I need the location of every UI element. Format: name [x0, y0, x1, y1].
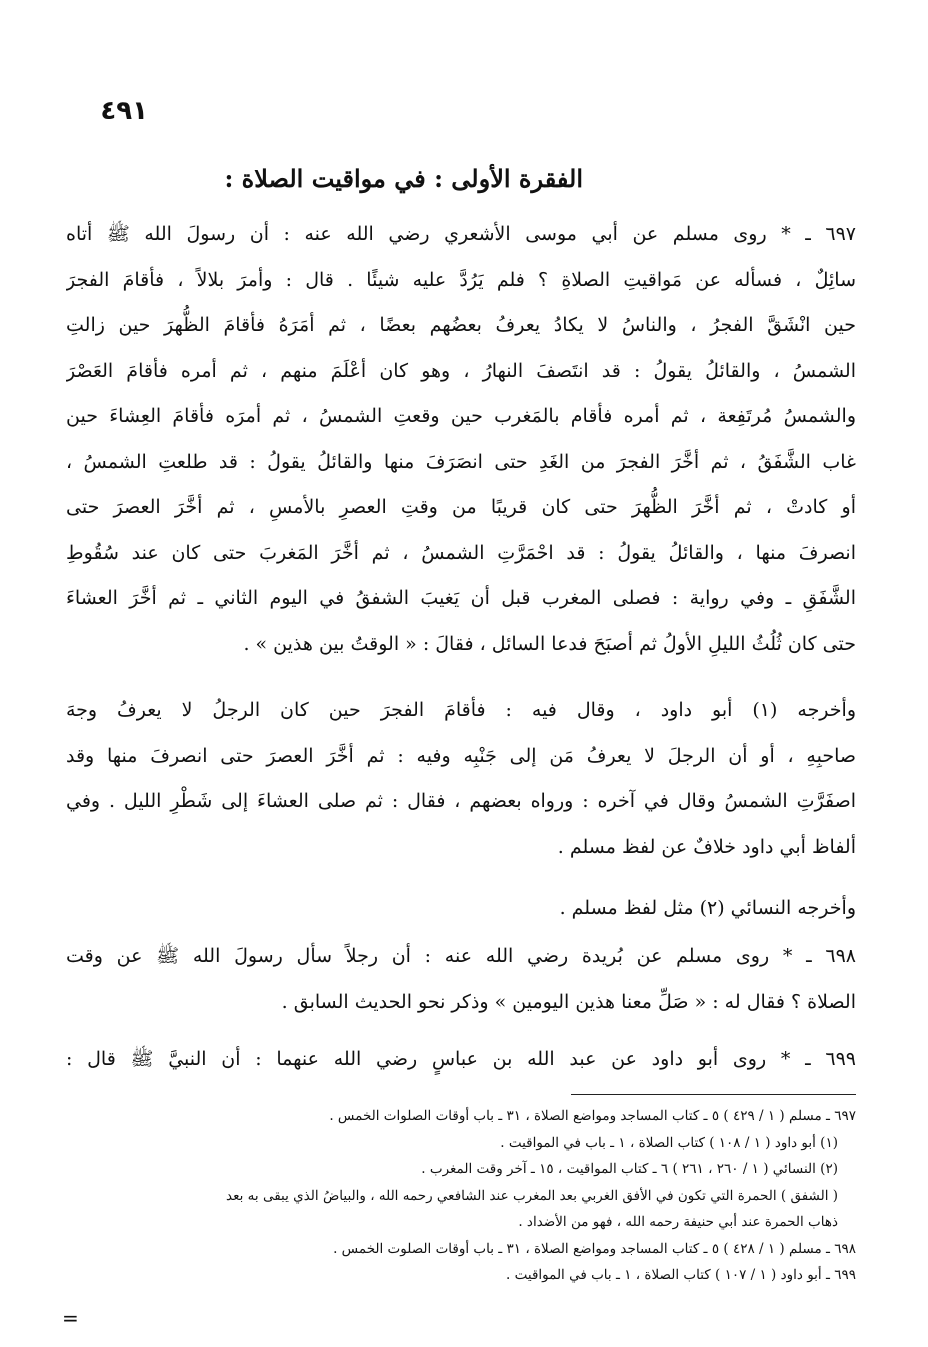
footnote-line: ذهاب الحمرة عند أبي حنيفة رحمه الله ، فهو من الأضداد .	[518, 1214, 838, 1230]
abu-dawud-paragraph	[66, 688, 856, 870]
hadith-697-line: حين انْشَقَّ الفجرُ ، والناسُ لا يكادُ يعرفُ بعضُهم بعضًا ، ثم أمَرَهُ فأقامَ الظُّهرَ حين زالتِ	[66, 314, 856, 336]
hadith-697-line: والشمسُ مُرتَفِعة ، ثم أمره فأقام بالمَغرب حين وقعتِ الشمسُ ، ثم أمرَه فأقامَ العِشاءَ حين	[66, 405, 856, 427]
section-heading: الفقرة الأولى : في مواقيت الصلاة :	[224, 164, 583, 193]
footnote-line: (١) أبو داود ( ١ / ١٠٨ ) كتاب الصلاة ، ١ ـ باب في المواقيت .	[500, 1134, 838, 1151]
footnote-line: (٢) النسائي ( ١ / ٢٦٠ ، ٢٦١ ) ٦ ـ كتاب المواقيت ، ١٥ ـ آخر وقت المغرب .	[421, 1161, 838, 1177]
footnote-line: ٦٩٨ ـ مسلم ( ١ / ٤٢٨ ) ٥ ـ كتاب المساجد ومواضع الصلاة ، ٣١ ـ باب أوقات الصلوت الخمس .	[333, 1240, 856, 1257]
hadith-697-line: الشمسُ ، والقائلُ يقولُ : قد انتَصفَ النهارُ ، وهو كان أعْلَمَ منهم ، ثم أمره فأقامَ العَصْرَ	[66, 359, 856, 382]
hadith-697-line: سائِلٌ ، فسأله عن مَواقيتِ الصلاةِ ؟ فلم يَرُدَّ عليه شيئًا . قال : وأمرَ بلالاً ، فأقامَ الفجرَ	[66, 268, 856, 291]
abu-dawud-line: ألفاظ أبي داود خلافٌ عن لفظ مسلم .	[557, 835, 856, 858]
abu-dawud-line: اصفَرَّتِ الشمسُ وقال في آخره : ورواه بعضهم ، فقال : ثم صلى العشاءَ إلى شَطْرِ الليل . وفي	[66, 790, 856, 812]
nasai-line: وأخرجه النسائي (٢) مثل لفظ مسلم .	[559, 897, 856, 919]
footnotes	[66, 1103, 856, 1289]
hadith-698-line: ٦٩٨ ـ * روى مسلم عن بُريدة رضي الله عنه : أن رجلاً سأل رسولَ الله ﷺ عن وقت	[66, 945, 856, 967]
hadith-697-line: أو كادتْ ، ثم أخَّرَ الظُّهرَ حتى كان قريبًا من وقتِ العصرِ بالأمسِ ، ثم أخَّرَ العصرَ حتى	[66, 496, 856, 518]
margin-mark: =	[62, 1306, 79, 1330]
hadith-699	[66, 1037, 856, 1083]
hadith-699-line: ٦٩٩ ـ * روى أبو داود عن عبد الله بن عباسٍ رضي الله عنهما : أن النبيَّ ﷺ قال :	[66, 1048, 856, 1070]
hadith-697-line: ٦٩٧ ـ * روى مسلم عن أبي موسى الأشعري رضي الله عنه : أن رسولَ الله ﷺ أتاه	[66, 223, 856, 245]
hadith-698-line: الصلاة ؟ فقال له : « صَلِّ معنا هذين اليومين » وذكر نحو الحديث السابق .	[281, 990, 856, 1013]
hadith-697-line: غاب الشَّفَقُ ، ثم أخَّرَ الفجرَ من الغَدِ حتى انصَرَفَ منها والقائلُ يقولُ : قد طلعتِ الشمسُ ،	[66, 450, 856, 473]
hadith-697-line: حتى كان ثُلُثُ الليلِ الأولُ ثم أصبَحَ فدعا السائل ، فقالَ : « الوقتُ بين هذين » .	[243, 632, 856, 655]
footnote-line: ( الشفق ) الحمرة التي تكون في الأفق الغربي بعد المغرب عند الشافعي رحمه الله ، والبياضُ الذي يبقى به بعد	[226, 1187, 838, 1204]
footnote-divider	[571, 1094, 856, 1095]
footnote-line: ٦٩٧ ـ مسلم ( ١ / ٤٢٩ ) ٥ ـ كتاب المساجد ومواضع الصلاة ، ٣١ ـ باب أوقات الصلوات الخمس .	[329, 1108, 856, 1124]
nasai-paragraph	[66, 886, 856, 932]
abu-dawud-line: صاحبِهِ ، أو أن الرجلَ لا يعرفُ مَن إلى جَنْبِه وفيه : ثم أخَّرَ العصرَ حتى انصرفَ منها وقد	[66, 744, 856, 767]
page-number: ٤٩١	[100, 96, 148, 126]
abu-dawud-line: وأخرجه (١) أبو داود ، وقال فيه : فأقامَ الفجرَ حين كان الرجلُ لا يعرفُ وجهَ	[66, 699, 856, 721]
footnote-line: ٦٩٩ ـ أبو داود ( ١ / ١٠٧ ) كتاب الصلاة ، ١ ـ باب في المواقيت .	[506, 1267, 856, 1283]
hadith-697-line: انصرفَ منها ، والقائلُ يقولُ : قد احْمَرَّتِ الشمسُ ، ثم أخَّرَ المَغربَ حتى كان عند سُقُوطِ	[66, 541, 856, 564]
hadith-698	[66, 934, 856, 1025]
hadith-697-line: الشَّفَقِ ـ وفي رواية : فصلى المغرب قبل أن يَغيبَ الشفقُ في اليوم الثاني ـ ثم أخَّرَ العشاءَ	[66, 587, 856, 609]
hadith-697	[66, 212, 856, 667]
